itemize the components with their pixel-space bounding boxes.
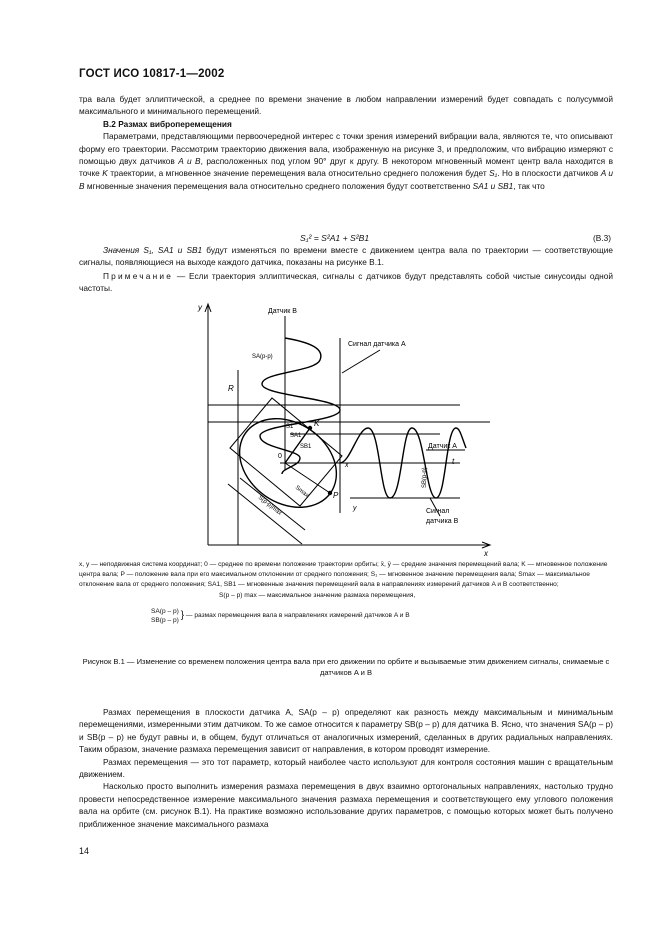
section-heading: В.2 Размах виброперемещения: [103, 118, 232, 129]
label-Spp: S(p-p)max: [256, 494, 283, 517]
p1-sym-ab: A и B: [178, 156, 201, 167]
p1-sym-k: K: [102, 168, 108, 179]
formula-b3: S₁² = S²A1 + S²B1: [300, 233, 370, 243]
label-sensor-b: Датчик B: [268, 308, 297, 315]
p1-part-c: траектории, а мгновенное значение перемещения вала относительно среднего положения будет: [107, 168, 490, 179]
legend-sap: SA(p – p): [151, 607, 179, 615]
label-signal-a: Сигнал датчика A: [348, 341, 406, 348]
p1-sym-sa1sb1: SA1 и SB1: [472, 180, 514, 191]
note-label: Примечание: [103, 271, 174, 281]
label-y-small: y: [353, 505, 357, 512]
p1-sym-s1: S₁: [489, 168, 498, 179]
note-text: — Если траектория эллиптическая, сигналы с датчиков будут представлять собой чистые синусоиды одной частоты.: [79, 271, 613, 294]
note-paragraph: [79, 270, 613, 295]
p1-part-f: , так что: [513, 180, 545, 191]
paragraph-1: [79, 130, 613, 192]
figure-legend: [79, 560, 615, 625]
p1-part-d: . Но в плоскости датчиков: [497, 168, 601, 179]
figure-caption: Рисунок В.1 — Изменение со временем положения центра вала при его движении по орбите и вызываемые этим движением сигналы, снимаемые с датчиков A и B: [82, 657, 610, 677]
point-K: [308, 426, 312, 430]
label-Smax: Smax: [293, 484, 310, 500]
body-paragraphs: [79, 706, 613, 830]
intro-text: тра вала будет эллиптической, а среднее по времени значение в любом направлении измерений будет совпадать с полусуммой максимального и минимального перемещений.: [79, 94, 613, 117]
label-S1: S1: [286, 424, 294, 430]
label-P: P: [333, 491, 339, 500]
label-0: 0: [278, 453, 282, 460]
label-axis-x: x: [484, 549, 488, 558]
legend-line-1: x, y — неподвижная система координат; 0 — среднее по времени положение траектории орбиты; x̄, ȳ — средние значения перемещений вала; K — мгновенное положение центра вала; P — положение вала при его максимальном отклонении от среднего положения; S₁ — мгновенное значение перемещения вала; Smax — максимальное отклонение вала от среднего положения; SA1, SB1 — мгновенные значения перемещений вала в направлениях измерений датчиков A и B соответственно;: [79, 561, 608, 589]
label-SBp: SB(p-p): [422, 467, 428, 488]
p2-lead: Значения S₁, SA1 и SB1: [103, 245, 203, 255]
intro-paragraph: [79, 93, 613, 192]
legend-sp-desc: — размах перемещения вала в направлениях измерений датчиков A и B: [185, 611, 410, 619]
label-signal-b-2: датчика B: [426, 518, 459, 525]
p1-part-a: Параметрами, представляющими первоочередной интерес с точки зрения измерений вибрации вала, являются те, что описывают форму его траектории. Рассмотрим траекторию движения вала, изображенную на рисунке 3, и предположим, что вибрацию измеряют с помощью двух датчиков: [79, 131, 613, 167]
standard-header: ГОСТ ИСО 10817-1—2002: [79, 68, 225, 80]
point-P: [328, 491, 332, 495]
label-SB1: SB1: [300, 444, 312, 450]
p1-part-e: мгновенные значения перемещения вала относительно среднего положения будут соответственно: [84, 180, 473, 191]
paragraph-5: Насколько просто выполнить измерения размаха перемещения в двух взаимно ортогональных направлениях, настолько трудно провести непосредственное измерение максимального значения размаха перемещения и соответствующего ему углового положения вала на орбите (см. рисунок В.1). На практике возможно использование других параметров, с помощью которых может быть получено приближенное значение максимального размаха: [79, 781, 613, 829]
legend-symbols: [151, 607, 179, 625]
label-SA1: SA1: [290, 433, 302, 439]
p1-sym-ab2: A и B: [79, 168, 613, 191]
label-axis-y: y: [198, 303, 202, 312]
p1-part-b: , расположенных под углом 90° друг к другу. В некотором мгновенный момент центр вала находится в точке: [79, 156, 613, 179]
paragraph-3: Размах перемещения в плоскости датчика A, SA(p – p) определяют как разность между максимальным и минимальным перемещениями, измеренными этим датчиком. То же самое относится к параметру SB(p – p) для датчика B. Ясно, что значения SA(p – p) и SB(p – p) не будут равны и, в общем, будут отличаться от аналогичных измерений, сделанных в других радиальных направлениях. Таким образом, значение размаха перемещения зависит от направления, в котором проводят измерение.: [79, 707, 613, 755]
label-sensor-a: Датчик A: [428, 443, 457, 450]
label-R: R: [228, 384, 234, 393]
legend-line-2: S(p – p) max — максимальное значение размаха перемещения,: [219, 591, 416, 599]
page-number: 14: [79, 846, 90, 856]
label-t: t: [452, 457, 455, 466]
label-K: K: [314, 419, 320, 428]
label-SAp: SA(p-p): [252, 354, 273, 360]
legend-line-3: SA(p – p) SB(p – p) } — размах перемещения вала в направлениях измерений датчиков A и B: [151, 607, 410, 624]
p2-text: будут изменяться по времени вместе с движением центра вала по траектории — соответствующие сигналы, появляющиеся на выходе каждого датчика, показаны на рисунке В.1.: [79, 245, 613, 268]
dim-line-spp: [228, 484, 302, 544]
callout-signal-a: [342, 350, 380, 373]
figure-b1: [190, 298, 500, 558]
label-signal-b-1: Сигнал: [426, 508, 450, 515]
paragraph-2: [79, 244, 613, 269]
legend-sbp: SB(p – p): [151, 616, 179, 624]
paragraph-4: Размах перемещения — это тот параметр, который наиболее часто используют для контроля состояния машин с вращательным движением.: [79, 756, 613, 780]
formula-label: (B.3): [593, 233, 611, 243]
label-x-small: x: [345, 462, 349, 469]
